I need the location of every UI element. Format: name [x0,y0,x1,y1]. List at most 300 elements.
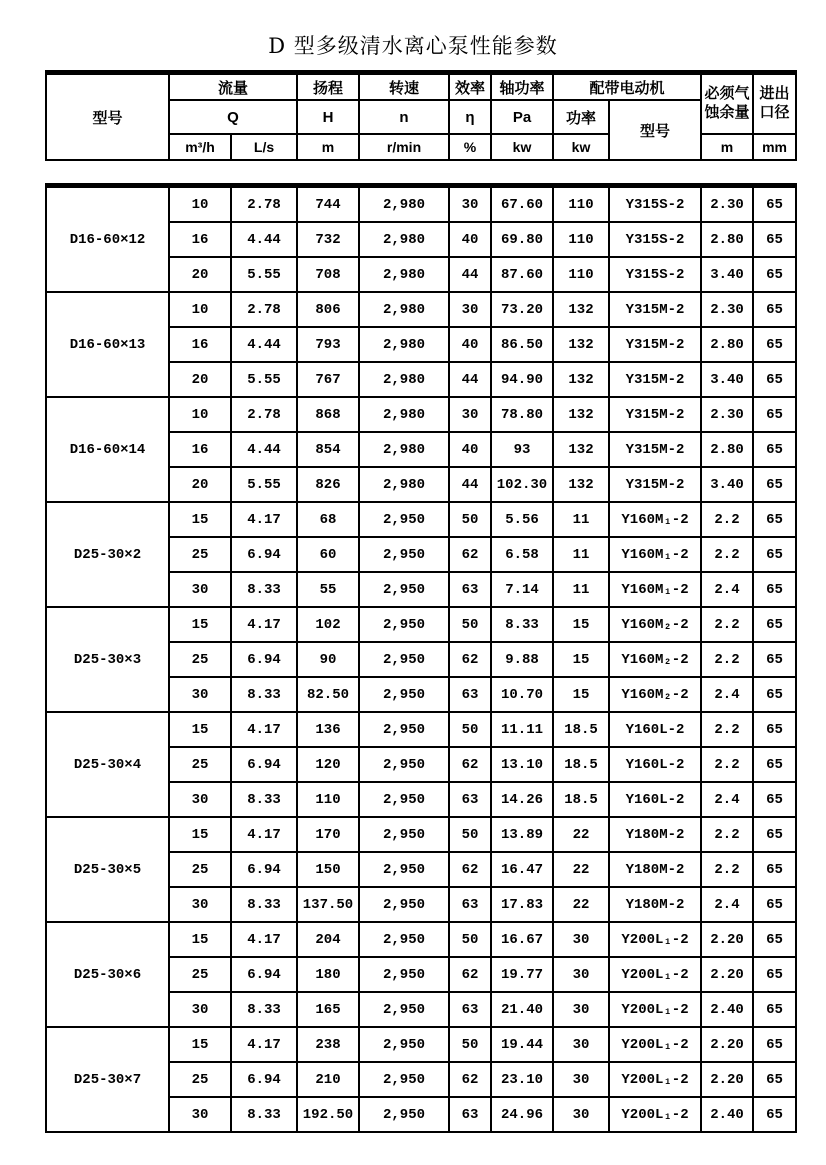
speed-rpm-cell: 2,980 [359,222,449,257]
flow-ls-cell: 4.44 [231,327,297,362]
shaft-power-kw-cell: 14.26 [491,782,553,817]
port-diameter-mm-cell: 65 [753,677,796,712]
shaft-power-kw-cell: 23.10 [491,1062,553,1097]
speed-rpm-cell: 2,950 [359,537,449,572]
efficiency-pct-cell: 50 [449,1027,491,1062]
speed-rpm-cell: 2,950 [359,782,449,817]
header-motor-power-unit: kw [553,134,609,160]
port-diameter-mm-cell: 65 [753,572,796,607]
shaft-power-kw-cell: 102.30 [491,467,553,502]
npsh-m-cell: 2.2 [701,817,753,852]
efficiency-pct-cell: 50 [449,922,491,957]
motor-model-cell: Y180M-2 [609,887,701,922]
speed-rpm-cell: 2,980 [359,186,449,223]
flow-ls-cell: 2.78 [231,186,297,223]
speed-rpm-cell: 2,980 [359,257,449,292]
flow-m3h-cell: 30 [169,782,231,817]
table-row [46,397,796,432]
head-m-cell: 68 [297,502,359,537]
motor-power-kw-cell: 110 [553,222,609,257]
flow-ls-cell: 5.55 [231,467,297,502]
flow-ls-cell: 8.33 [231,572,297,607]
motor-power-kw-cell: 132 [553,292,609,327]
speed-rpm-cell: 2,950 [359,1027,449,1062]
port-diameter-mm-cell: 65 [753,1062,796,1097]
header-pump-model: 型号 [46,73,169,161]
port-diameter-mm-cell: 65 [753,292,796,327]
flow-ls-cell: 8.33 [231,992,297,1027]
motor-power-kw-cell: 11 [553,572,609,607]
flow-ls-cell: 6.94 [231,1062,297,1097]
motor-power-kw-cell: 110 [553,186,609,223]
head-m-cell: 192.50 [297,1097,359,1132]
npsh-m-cell: 2.30 [701,186,753,223]
motor-power-kw-cell: 18.5 [553,782,609,817]
speed-rpm-cell: 2,950 [359,712,449,747]
motor-model-cell: Y160M₂-2 [609,607,701,642]
motor-power-kw-cell: 132 [553,362,609,397]
shaft-power-kw-cell: 16.67 [491,922,553,957]
flow-m3h-cell: 20 [169,257,231,292]
flow-ls-cell: 8.33 [231,887,297,922]
efficiency-pct-cell: 44 [449,467,491,502]
npsh-m-cell: 2.20 [701,1027,753,1062]
shaft-power-kw-cell: 69.80 [491,222,553,257]
motor-power-kw-cell: 30 [553,992,609,1027]
port-diameter-mm-cell: 65 [753,186,796,223]
flow-m3h-cell: 20 [169,362,231,397]
header-npsh-line2: 蚀余量 [704,104,750,121]
efficiency-pct-cell: 63 [449,1097,491,1132]
header-flow-unit-m3h: m³/h [169,134,231,160]
speed-rpm-cell: 2,980 [359,292,449,327]
flow-m3h-cell: 25 [169,852,231,887]
speed-rpm-cell: 2,980 [359,467,449,502]
head-m-cell: 137.50 [297,887,359,922]
header-head: 扬程 [297,73,359,101]
header-npsh-line1: 必须气 [704,85,750,103]
efficiency-pct-cell: 50 [449,817,491,852]
flow-m3h-cell: 16 [169,327,231,362]
motor-model-cell: Y315M-2 [609,397,701,432]
port-diameter-mm-cell: 65 [753,397,796,432]
port-diameter-mm-cell: 65 [753,642,796,677]
shaft-power-kw-cell: 8.33 [491,607,553,642]
flow-m3h-cell: 25 [169,642,231,677]
npsh-m-cell: 2.40 [701,1097,753,1132]
shaft-power-kw-cell: 19.77 [491,957,553,992]
pump-model-cell: D25-30×5 [46,817,169,922]
efficiency-pct-cell: 40 [449,432,491,467]
pump-model-cell: D25-30×3 [46,607,169,712]
head-m-cell: 744 [297,186,359,223]
table-row [46,1027,796,1062]
head-m-cell: 102 [297,607,359,642]
table-row [46,502,796,537]
head-m-cell: 110 [297,782,359,817]
shaft-power-kw-cell: 73.20 [491,292,553,327]
flow-ls-cell: 2.78 [231,397,297,432]
flow-m3h-cell: 15 [169,922,231,957]
npsh-m-cell: 3.40 [701,257,753,292]
motor-model-cell: Y160M₂-2 [609,677,701,712]
head-m-cell: 204 [297,922,359,957]
motor-model-cell: Y180M-2 [609,817,701,852]
header-port-line1: 进出 [759,85,790,103]
port-diameter-mm-cell: 65 [753,1097,796,1132]
port-diameter-mm-cell: 65 [753,327,796,362]
efficiency-pct-cell: 62 [449,747,491,782]
efficiency-pct-cell: 30 [449,292,491,327]
motor-power-kw-cell: 30 [553,957,609,992]
motor-power-kw-cell: 15 [553,642,609,677]
table-row [46,922,796,957]
table-row [46,292,796,327]
efficiency-pct-cell: 40 [449,222,491,257]
flow-ls-cell: 5.55 [231,362,297,397]
port-diameter-mm-cell: 65 [753,362,796,397]
npsh-m-cell: 2.20 [701,922,753,957]
speed-rpm-cell: 2,950 [359,992,449,1027]
page-title: D 型多级清水离心泵性能参数 [268,34,558,58]
speed-rpm-cell: 2,980 [359,362,449,397]
head-m-cell: 793 [297,327,359,362]
motor-model-cell: Y200L₁-2 [609,922,701,957]
npsh-m-cell: 2.20 [701,1062,753,1097]
head-m-cell: 90 [297,642,359,677]
flow-m3h-cell: 25 [169,1062,231,1097]
port-diameter-mm-cell: 65 [753,852,796,887]
efficiency-pct-cell: 62 [449,537,491,572]
npsh-m-cell: 2.30 [701,397,753,432]
port-diameter-mm-cell: 65 [753,607,796,642]
flow-m3h-cell: 16 [169,222,231,257]
flow-ls-cell: 4.17 [231,1027,297,1062]
motor-power-kw-cell: 132 [553,432,609,467]
head-m-cell: 170 [297,817,359,852]
flow-m3h-cell: 10 [169,292,231,327]
flow-ls-cell: 4.17 [231,817,297,852]
motor-power-kw-cell: 18.5 [553,747,609,782]
npsh-m-cell: 2.4 [701,677,753,712]
shaft-power-kw-cell: 10.70 [491,677,553,712]
motor-model-cell: Y315S-2 [609,222,701,257]
port-diameter-mm-cell: 65 [753,887,796,922]
flow-m3h-cell: 30 [169,992,231,1027]
flow-ls-cell: 6.94 [231,747,297,782]
shaft-power-kw-cell: 7.14 [491,572,553,607]
npsh-m-cell: 2.20 [701,957,753,992]
npsh-m-cell: 2.2 [701,502,753,537]
flow-ls-cell: 8.33 [231,677,297,712]
flow-m3h-cell: 25 [169,957,231,992]
efficiency-pct-cell: 63 [449,887,491,922]
table-row [46,186,796,223]
header-speed-symbol: n [359,100,449,134]
efficiency-pct-cell: 62 [449,852,491,887]
port-diameter-mm-cell: 65 [753,502,796,537]
shaft-power-kw-cell: 16.47 [491,852,553,887]
efficiency-pct-cell: 50 [449,502,491,537]
motor-model-cell: Y160M₁-2 [609,572,701,607]
shaft-power-kw-cell: 78.80 [491,397,553,432]
motor-model-cell: Y315S-2 [609,186,701,223]
flow-ls-cell: 6.94 [231,642,297,677]
motor-power-kw-cell: 22 [553,817,609,852]
head-m-cell: 732 [297,222,359,257]
header-efficiency-symbol: η [449,100,491,134]
flow-ls-cell: 4.17 [231,607,297,642]
motor-model-cell: Y315S-2 [609,257,701,292]
npsh-m-cell: 2.40 [701,992,753,1027]
port-diameter-mm-cell: 65 [753,782,796,817]
flow-m3h-cell: 30 [169,887,231,922]
npsh-m-cell: 2.2 [701,537,753,572]
motor-power-kw-cell: 11 [553,537,609,572]
header-motor-power: 功率 [553,100,609,134]
npsh-m-cell: 2.2 [701,607,753,642]
header-efficiency-unit: % [449,134,491,160]
efficiency-pct-cell: 63 [449,572,491,607]
motor-model-cell: Y180M-2 [609,852,701,887]
head-m-cell: 806 [297,292,359,327]
efficiency-pct-cell: 62 [449,642,491,677]
npsh-m-cell: 2.2 [701,852,753,887]
header-flow-unit-ls: L/s [231,134,297,160]
header-motor-model: 型号 [609,100,701,160]
head-m-cell: 826 [297,467,359,502]
header-speed-unit: r/min [359,134,449,160]
motor-power-kw-cell: 132 [553,397,609,432]
efficiency-pct-cell: 50 [449,607,491,642]
shaft-power-kw-cell: 19.44 [491,1027,553,1062]
head-m-cell: 238 [297,1027,359,1062]
pump-model-cell: D25-30×6 [46,922,169,1027]
motor-model-cell: Y160L-2 [609,782,701,817]
speed-rpm-cell: 2,950 [359,1097,449,1132]
head-m-cell: 854 [297,432,359,467]
head-m-cell: 868 [297,397,359,432]
motor-model-cell: Y200L₁-2 [609,1097,701,1132]
port-diameter-mm-cell: 65 [753,712,796,747]
header-motor: 配带电动机 [553,73,701,101]
port-diameter-mm-cell: 65 [753,992,796,1027]
speed-rpm-cell: 2,980 [359,327,449,362]
speed-rpm-cell: 2,980 [359,432,449,467]
header-npsh-unit: m [701,134,753,160]
table-row [46,712,796,747]
port-diameter-mm-cell: 65 [753,817,796,852]
motor-power-kw-cell: 22 [553,852,609,887]
header-port-unit: mm [753,134,796,160]
motor-power-kw-cell: 132 [553,467,609,502]
header-shaft-power: 轴功率 [491,73,553,101]
head-m-cell: 82.50 [297,677,359,712]
port-diameter-mm-cell: 65 [753,222,796,257]
npsh-m-cell: 3.40 [701,467,753,502]
flow-m3h-cell: 16 [169,432,231,467]
speed-rpm-cell: 2,950 [359,642,449,677]
flow-ls-cell: 4.17 [231,922,297,957]
header-shaft-power-symbol: Pa [491,100,553,134]
flow-ls-cell: 8.33 [231,1097,297,1132]
efficiency-pct-cell: 50 [449,712,491,747]
npsh-m-cell: 2.4 [701,782,753,817]
efficiency-pct-cell: 63 [449,992,491,1027]
efficiency-pct-cell: 40 [449,327,491,362]
flow-ls-cell: 6.94 [231,852,297,887]
header-flow-symbol: Q [169,100,297,134]
flow-ls-cell: 4.17 [231,502,297,537]
motor-power-kw-cell: 132 [553,327,609,362]
header-table [45,70,797,161]
port-diameter-mm-cell: 65 [753,467,796,502]
motor-power-kw-cell: 18.5 [553,712,609,747]
head-m-cell: 60 [297,537,359,572]
speed-rpm-cell: 2,950 [359,852,449,887]
table-row [46,607,796,642]
flow-m3h-cell: 30 [169,572,231,607]
port-diameter-mm-cell: 65 [753,747,796,782]
header-shaft-power-unit: kw [491,134,553,160]
shaft-power-kw-cell: 87.60 [491,257,553,292]
shaft-power-kw-cell: 13.89 [491,817,553,852]
speed-rpm-cell: 2,950 [359,817,449,852]
npsh-m-cell: 2.2 [701,747,753,782]
port-diameter-mm-cell: 65 [753,922,796,957]
head-m-cell: 165 [297,992,359,1027]
speed-rpm-cell: 2,950 [359,887,449,922]
head-m-cell: 708 [297,257,359,292]
speed-rpm-cell: 2,950 [359,957,449,992]
port-diameter-mm-cell: 65 [753,537,796,572]
flow-m3h-cell: 10 [169,186,231,223]
flow-m3h-cell: 10 [169,397,231,432]
shaft-power-kw-cell: 11.11 [491,712,553,747]
motor-model-cell: Y160M₂-2 [609,642,701,677]
header-efficiency: 效率 [449,73,491,101]
head-m-cell: 150 [297,852,359,887]
header-speed: 转速 [359,73,449,101]
npsh-m-cell: 2.80 [701,222,753,257]
motor-power-kw-cell: 22 [553,887,609,922]
head-m-cell: 180 [297,957,359,992]
data-table-body [46,186,796,1133]
flow-m3h-cell: 25 [169,537,231,572]
speed-rpm-cell: 2,950 [359,502,449,537]
pump-model-cell: D25-30×2 [46,502,169,607]
efficiency-pct-cell: 62 [449,1062,491,1097]
npsh-m-cell: 2.80 [701,432,753,467]
header-port-line2: 口径 [759,104,790,121]
flow-ls-cell: 2.78 [231,292,297,327]
header-npsh [701,73,753,135]
pump-model-cell: D25-30×4 [46,712,169,817]
shaft-power-kw-cell: 9.88 [491,642,553,677]
motor-model-cell: Y315M-2 [609,362,701,397]
flow-m3h-cell: 15 [169,502,231,537]
motor-power-kw-cell: 30 [553,1062,609,1097]
motor-model-cell: Y200L₁-2 [609,1027,701,1062]
speed-rpm-cell: 2,950 [359,922,449,957]
flow-ls-cell: 8.33 [231,782,297,817]
header-head-symbol: H [297,100,359,134]
npsh-m-cell: 2.4 [701,572,753,607]
data-table [45,183,797,1133]
motor-model-cell: Y315M-2 [609,432,701,467]
motor-power-kw-cell: 11 [553,502,609,537]
table-row [46,817,796,852]
motor-model-cell: Y160M₁-2 [609,502,701,537]
flow-m3h-cell: 30 [169,677,231,712]
pump-model-cell: D16-60×12 [46,186,169,293]
motor-power-kw-cell: 30 [553,1027,609,1062]
port-diameter-mm-cell: 65 [753,957,796,992]
head-m-cell: 136 [297,712,359,747]
motor-power-kw-cell: 15 [553,607,609,642]
shaft-power-kw-cell: 86.50 [491,327,553,362]
efficiency-pct-cell: 62 [449,957,491,992]
flow-ls-cell: 4.44 [231,432,297,467]
shaft-power-kw-cell: 93 [491,432,553,467]
npsh-m-cell: 2.2 [701,712,753,747]
head-m-cell: 210 [297,1062,359,1097]
motor-power-kw-cell: 30 [553,922,609,957]
shaft-power-kw-cell: 13.10 [491,747,553,782]
flow-ls-cell: 5.55 [231,257,297,292]
flow-m3h-cell: 30 [169,1097,231,1132]
shaft-power-kw-cell: 6.58 [491,537,553,572]
motor-power-kw-cell: 110 [553,257,609,292]
efficiency-pct-cell: 63 [449,677,491,712]
header-head-unit: m [297,134,359,160]
flow-ls-cell: 6.94 [231,957,297,992]
header-flow: 流量 [169,73,297,101]
speed-rpm-cell: 2,950 [359,572,449,607]
flow-m3h-cell: 15 [169,817,231,852]
flow-m3h-cell: 15 [169,607,231,642]
npsh-m-cell: 2.4 [701,887,753,922]
speed-rpm-cell: 2,950 [359,1062,449,1097]
motor-model-cell: Y160L-2 [609,712,701,747]
pump-model-cell: D25-30×7 [46,1027,169,1132]
header-port [753,73,796,135]
motor-model-cell: Y200L₁-2 [609,992,701,1027]
head-m-cell: 767 [297,362,359,397]
motor-power-kw-cell: 15 [553,677,609,712]
speed-rpm-cell: 2,950 [359,607,449,642]
efficiency-pct-cell: 44 [449,362,491,397]
motor-model-cell: Y200L₁-2 [609,1062,701,1097]
efficiency-pct-cell: 63 [449,782,491,817]
efficiency-pct-cell: 44 [449,257,491,292]
motor-model-cell: Y200L₁-2 [609,957,701,992]
flow-m3h-cell: 25 [169,747,231,782]
pump-model-cell: D16-60×13 [46,292,169,397]
flow-m3h-cell: 20 [169,467,231,502]
speed-rpm-cell: 2,980 [359,397,449,432]
motor-model-cell: Y160M₁-2 [609,537,701,572]
flow-m3h-cell: 15 [169,1027,231,1062]
head-m-cell: 120 [297,747,359,782]
shaft-power-kw-cell: 21.40 [491,992,553,1027]
flow-ls-cell: 4.17 [231,712,297,747]
shaft-power-kw-cell: 17.83 [491,887,553,922]
motor-model-cell: Y315M-2 [609,292,701,327]
port-diameter-mm-cell: 65 [753,1027,796,1062]
speed-rpm-cell: 2,950 [359,747,449,782]
motor-power-kw-cell: 30 [553,1097,609,1132]
